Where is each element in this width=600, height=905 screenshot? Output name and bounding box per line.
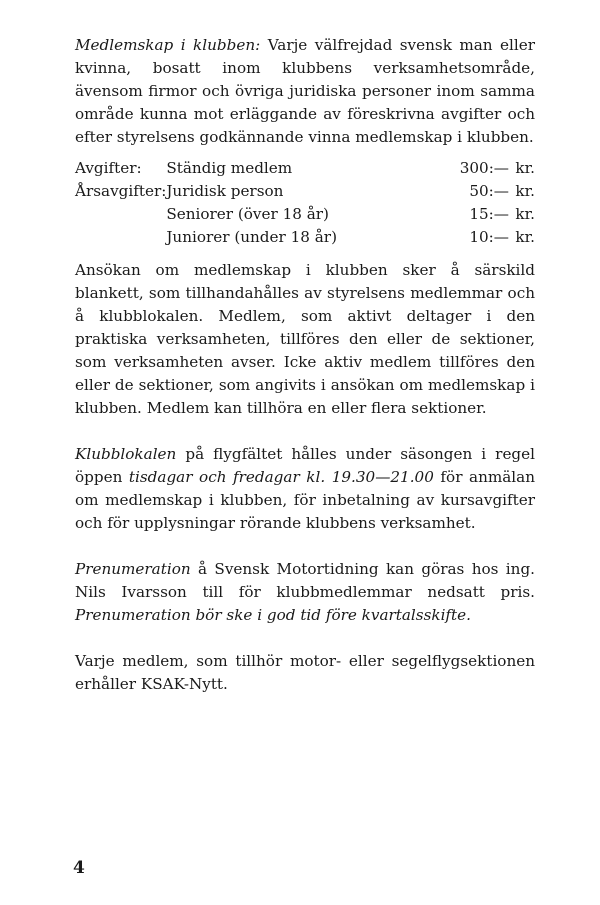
clubroom-paragraph [75,443,535,535]
fee-amount: 15:— [469,205,509,223]
fee-row [75,180,535,203]
fee-amount: 50:— [469,182,509,200]
fee-row [75,157,535,180]
fee-item: Juniorer (under 18 år) [166,228,337,246]
page-body [75,34,535,696]
fee-label [75,226,166,249]
clubroom-text-1: på flygfältet hålles under säsongen i regel öppen [75,445,535,486]
fee-item: Seniorer (över 18 år) [166,205,329,223]
fee-unit: kr. [515,228,535,246]
application-paragraph: Ansökan om medlemskap i klubben sker å särskild blankett, som tillhandahålles av styrelsens medlemmar och å klubblokalen. Medlem, som aktivt deltager i den praktiska verksamheten, tillföres den eller de sektioner, som verksamheten avser. Icke aktiv medlem tillföres den eller de sektioner, som angivits i ansökan om medlemskap i klubben. Medlem kan tillhöra en eller flera sektioner. [75,261,535,417]
fee-label [75,203,166,226]
membership-paragraph [75,34,535,149]
fee-label: Årsavgifter: [75,182,167,200]
fees-table [75,157,535,249]
fee-item: Ständig medlem [166,159,293,177]
subscription-paragraph [75,558,535,627]
clubroom-text-2: för anmälan om medlemskap i klubben, för inbetalning av kursavgifter och för upplysningar rörande klubbens verksamhet. [75,468,536,532]
fee-label: Avgifter: [75,159,142,177]
fee-unit: kr. [515,182,535,200]
membership-text: Varje välfrejdad svensk man eller kvinna, bosatt inom klubbens verksamhetsområde, ävensom firmor och övriga juridiska personer inom samma område kunna mot erläggande av föreskrivna avgifter och efter styrelsens godkännande vinna medlemskap i klubben. [75,36,536,146]
fee-unit: kr. [515,159,535,177]
page-number: 4 [73,858,85,878]
subscription-note: Prenumeration bör ske i god tid före kvartalsskifte. [75,606,471,624]
fee-row [75,203,535,226]
ksak-paragraph: Varje medlem, som tillhör motor- eller segelflygsektionen erhåller KSAK-Nytt. [75,652,535,693]
subscription-heading: Prenumeration [75,560,191,578]
fee-row [75,226,535,249]
fee-amount: 300:— [459,159,509,177]
fee-amount: 10:— [469,228,509,246]
clubroom-hours: tisdagar och fredagar kl. 19.30—21.00 [128,468,434,486]
fee-unit: kr. [515,205,535,223]
clubroom-heading: Klubblokalen [75,445,177,463]
fee-item: Juridisk person [166,182,284,200]
subscription-text: å Svensk Motortidning kan göras hos ing. Nils Ivarsson till för klubbmedlemmar nedsatt pris. [75,560,535,601]
membership-heading: Medlemskap i klubben: [75,36,261,54]
